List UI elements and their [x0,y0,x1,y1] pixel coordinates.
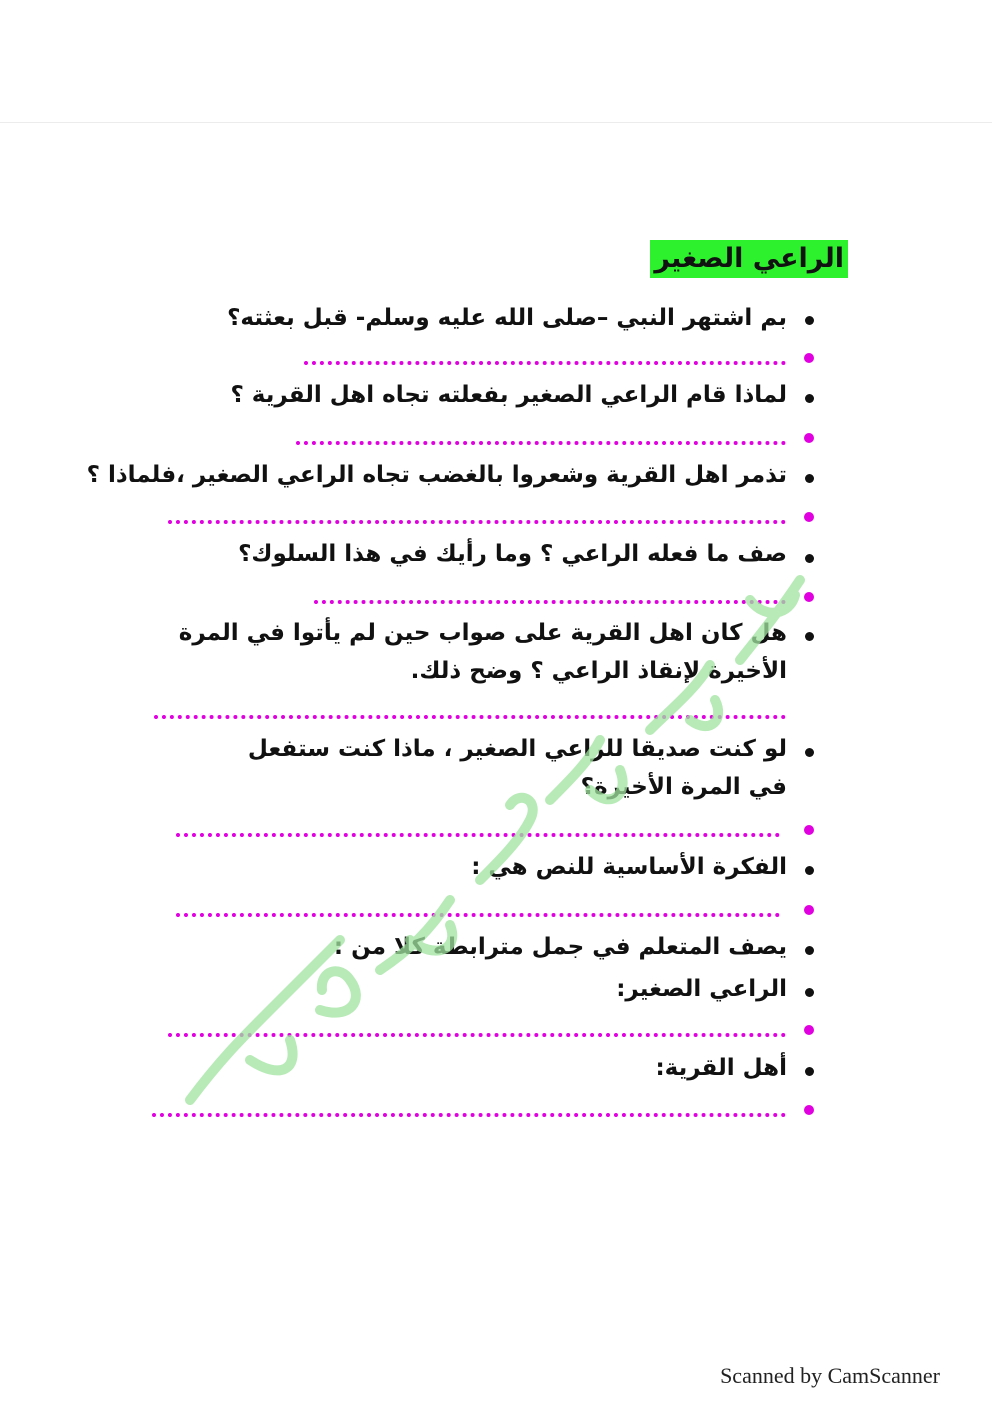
bullet-icon [805,632,814,641]
question-10: أهل القرية: [655,1055,787,1081]
bullet-icon [805,946,814,955]
bullet-icon [805,316,814,325]
bullet-icon [804,905,814,915]
bullet-icon [805,394,814,403]
scanner-footer: Scanned by CamScanner [720,1363,940,1388]
question-5: هل كان اهل القرية على صواب حين لم يأتوا في المرة الأخيرة لإنقاذ الراعي ؟ وضح ذلك. [178,620,787,684]
bullet-icon [804,825,814,835]
bullet-icon [804,512,814,522]
answer-line-6[interactable] [176,833,780,837]
question-3: تذمر اهل القرية وشعروا بالغضب تجاه الراعي الصغير ،فلماذا ؟ [86,462,787,488]
bullet-icon [804,1025,814,1035]
answer-line-5[interactable] [154,715,786,719]
answer-line-7[interactable] [176,913,780,917]
answer-line-2[interactable] [296,441,786,445]
question-9: الراعي الصغير: [616,976,787,1002]
bullet-icon [805,474,814,483]
answer-line-9[interactable] [168,1033,786,1037]
question-4: صف ما فعله الراعي ؟ وما رأيك في هذا السلوك؟ [238,541,787,567]
bullet-icon [804,353,814,363]
page-title: الراعي الصغير [650,240,848,278]
bullet-icon [805,988,814,997]
answer-line-1[interactable] [304,361,786,365]
answer-line-3[interactable] [168,520,786,524]
bullet-icon [804,592,814,602]
bullet-icon [805,1067,814,1076]
question-2: لماذا قام الراعي الصغير بفعلته تجاه اهل القرية ؟ [230,382,787,408]
question-8: يصف المتعلم في جمل مترابطة كلا من : [333,934,787,960]
bullet-icon [805,748,814,757]
question-6: لو كنت صديقا للراعي الصغير ، ماذا كنت ستفعل في المرة الأخيرة؟ [247,736,787,800]
question-1: بم اشتهر النبي –صلى الله عليه وسلم- قبل بعثته؟ [227,305,787,331]
bullet-icon [805,554,814,563]
bullet-icon [805,866,814,875]
answer-line-10[interactable] [152,1113,786,1117]
question-7: الفكرة الأساسية للنص هي : [471,854,787,880]
bullet-icon [804,1105,814,1115]
bullet-icon [804,433,814,443]
answer-line-4[interactable] [314,600,786,604]
